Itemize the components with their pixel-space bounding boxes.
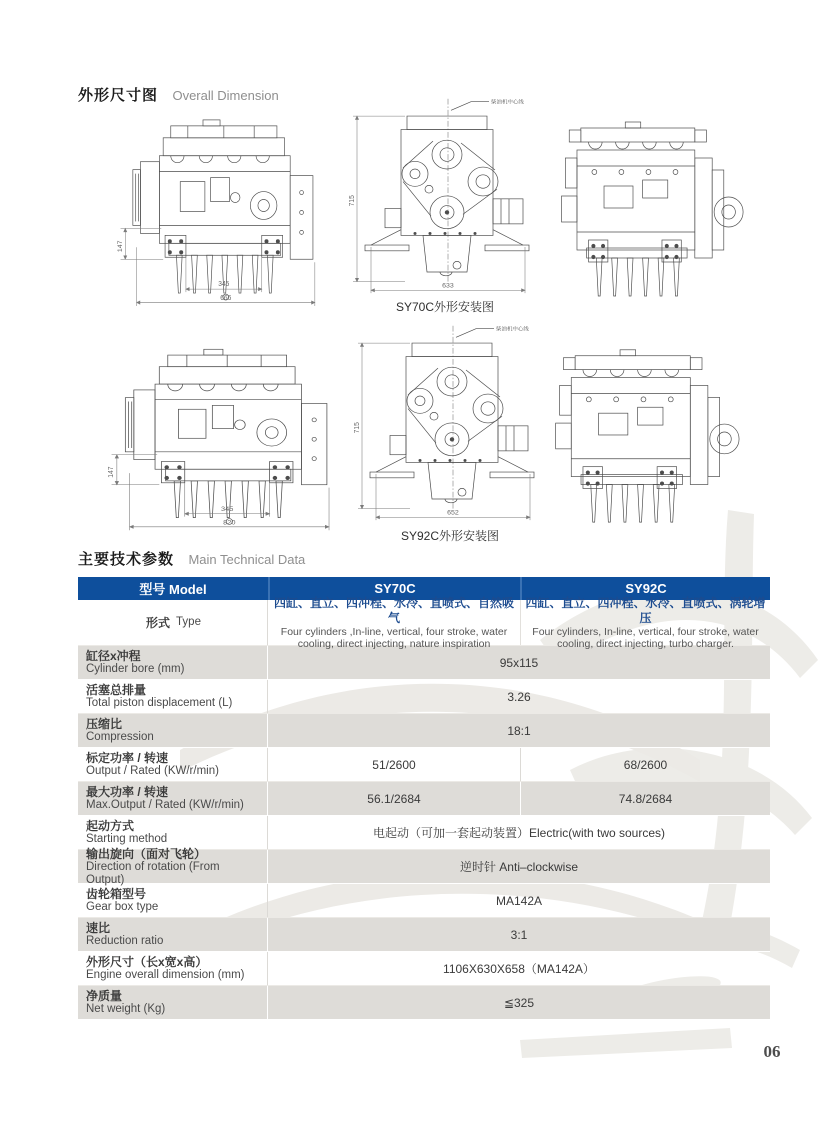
table-row-cylinder-bore <box>78 646 770 680</box>
engine-drawing-sy92c-side <box>102 328 346 536</box>
row-label-en: Compression <box>86 731 154 743</box>
row-label <box>78 816 268 849</box>
row-label <box>78 782 268 815</box>
table-row-max-output <box>78 782 770 816</box>
row-label <box>78 986 268 1019</box>
row-value: 1106X630X658（MA142A） <box>443 962 595 976</box>
table-row-type <box>78 595 770 650</box>
row-label <box>78 714 268 747</box>
row-value-sy70c: 51/2600 <box>372 757 416 772</box>
row-label-en: Total piston displacement (L) <box>86 697 233 709</box>
row-label-en: Gear box type <box>86 901 159 913</box>
type-zh: 四缸、直立、四冲程、水冷、直喷式、涡轮增压 <box>525 595 766 625</box>
table-row-gearbox-type <box>78 884 770 918</box>
type-zh: 四缸、直立、四冲程、水冷、直喷式、自然吸气 <box>273 595 514 625</box>
section-technical-data-title <box>78 548 305 569</box>
row-label-zh: 外形尺寸（长x宽x高） <box>86 955 208 969</box>
type-en: Four cylinders ,In-line, vertical, four stroke, water cooling, direct injecting, nature inspiration <box>280 625 508 650</box>
row-label-en: Engine overall dimension (mm) <box>86 969 245 981</box>
row-label-en: Net weight (Kg) <box>86 1003 166 1015</box>
row-label-zh: 活塞总排量 <box>86 683 147 697</box>
row-label-zh: 最大功率 / 转速 <box>86 785 169 799</box>
dim-label-345: 345 <box>218 281 230 289</box>
row-label <box>78 918 268 951</box>
type-value-sy70c <box>268 595 520 650</box>
row-label-en: Max.Output / Rated (KW/r/min) <box>86 799 244 811</box>
row-value: 电起动（可加一套起动装置）Electric(with two sources) <box>372 826 666 840</box>
row-label-en: Output / Rated (KW/r/min) <box>86 765 219 777</box>
type-value-sy92c <box>520 595 770 650</box>
row-value: 逆时针 Anti–clockwise <box>459 860 579 874</box>
table-row-overall-dimension <box>78 952 770 986</box>
dim-label-652: 652 <box>447 509 459 517</box>
engine-drawing-sy70c-side <box>112 98 330 312</box>
centerline-callout: 柴油机中心线 <box>496 326 529 333</box>
header-model: 型号 Model <box>139 582 207 597</box>
engine-drawing-sy70c-rear <box>548 100 746 312</box>
dim-label-666: 666 <box>220 294 232 303</box>
row-label <box>78 600 268 645</box>
engine-drawing-sy70c-front <box>345 93 545 297</box>
page-number: 06 <box>763 1042 781 1061</box>
section-title-zh: 主要技术参数 <box>78 551 175 568</box>
dim-label-715: 715 <box>348 195 357 207</box>
row-label <box>78 646 268 679</box>
row-label <box>78 846 268 886</box>
row-value-sy70c: 56.1/2684 <box>367 791 421 806</box>
row-value-sy92c: 68/2600 <box>520 748 770 781</box>
row-label <box>78 884 268 917</box>
centerline-callout: 柴油机中心线 <box>491 99 524 106</box>
dim-label-715: 715 <box>353 422 362 434</box>
table-row-starting-method <box>78 816 770 850</box>
row-label-en: Type <box>176 616 201 628</box>
row-label-zh: 缸径x冲程 <box>86 649 141 663</box>
header-sy70c: SY70C <box>268 577 520 600</box>
row-value-sy92c: 74.8/2684 <box>520 782 770 815</box>
table-row-displacement <box>78 680 770 714</box>
section-title-en: Overall Dimension <box>172 88 279 103</box>
row-value: 95x115 <box>499 655 539 670</box>
table-row-rotation-direction <box>78 846 770 886</box>
row-label-zh: 压缩比 <box>86 717 123 731</box>
table-row-net-weight <box>78 986 770 1020</box>
row-label-zh: 输出旋向（面对飞轮） <box>86 846 207 861</box>
engine-drawing-sy92c-rear <box>542 328 742 538</box>
row-label-en: Direction of rotation (From Output) <box>86 860 220 886</box>
table-row-reduction-ratio <box>78 918 770 952</box>
engine-drawing-sy92c-front <box>350 320 550 524</box>
row-value: ≦325 <box>503 995 535 1010</box>
dim-label-147: 147 <box>117 240 124 253</box>
row-value: 3:1 <box>510 927 528 942</box>
dim-label-820: 820 <box>223 518 236 527</box>
type-en: Four cylinders, In-line, vertical, four stroke, water cooling, direct injecting, turbo charger. <box>532 625 759 650</box>
row-label-zh: 形式 <box>146 615 171 630</box>
table-row-compression <box>78 714 770 748</box>
row-value: MA142A <box>495 893 543 908</box>
technical-data-table <box>78 577 770 1020</box>
drawing-caption-sy92c: SY92C外形安装图 <box>400 529 500 543</box>
dim-label-147: 147 <box>106 466 116 478</box>
section-title-zh: 外形尺寸图 <box>78 87 159 104</box>
row-value: 18:1 <box>507 723 531 738</box>
table-row-rated-output <box>78 748 770 782</box>
row-label-zh: 起动方式 <box>86 819 135 833</box>
drawing-caption-sy70c: SY70C外形安装图 <box>395 300 495 314</box>
row-label-zh: 净质量 <box>86 989 123 1003</box>
dim-label-633: 633 <box>442 282 454 290</box>
dim-label-345: 345 <box>220 505 234 513</box>
row-label-en: Cylinder bore (mm) <box>86 663 185 675</box>
row-label-zh: 标定功率 / 转速 <box>86 751 169 765</box>
row-label-zh: 速比 <box>86 921 111 935</box>
row-label-zh: 齿轮箱型号 <box>86 887 147 901</box>
row-label <box>78 952 268 985</box>
row-label <box>78 680 268 713</box>
row-value: 3.26 <box>507 689 531 704</box>
row-label <box>78 748 268 781</box>
row-label-en: Starting method <box>86 833 168 845</box>
row-label-en: Reduction ratio <box>86 935 164 947</box>
section-title-en: Main Technical Data <box>188 552 306 567</box>
header-sy92c: SY92C <box>520 577 770 600</box>
